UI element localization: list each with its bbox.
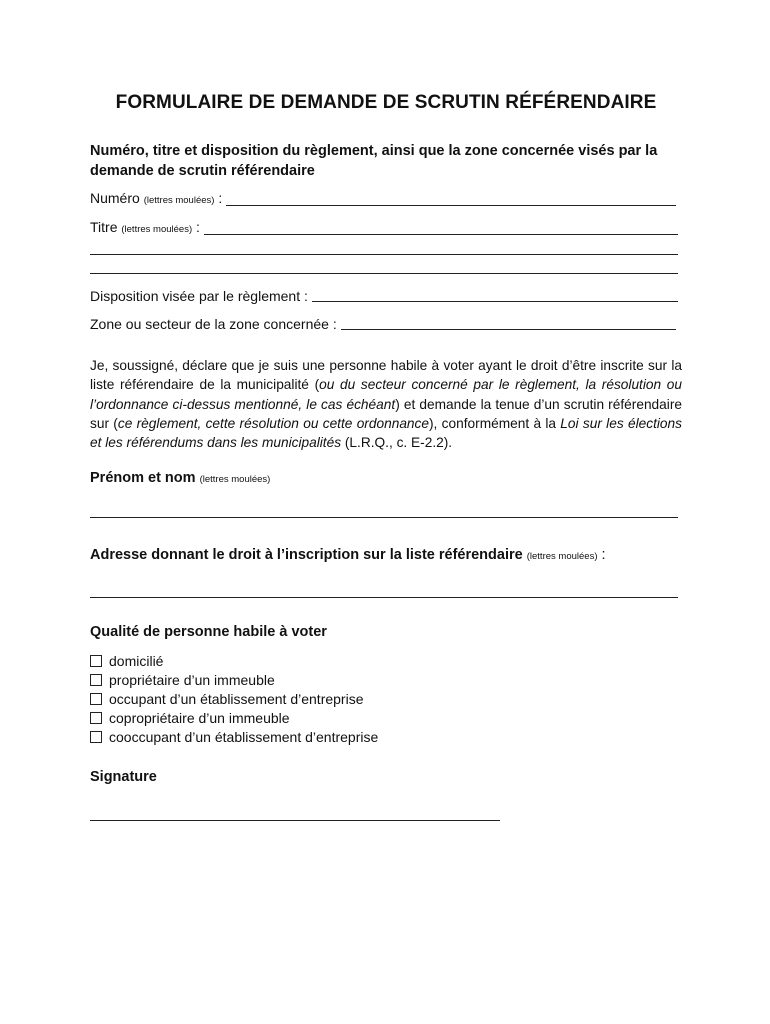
declaration-text-2: ) et demande la tenue d’un scrutin référendaire sur ( <box>90 396 682 431</box>
numero-field[interactable] <box>226 205 676 206</box>
numero-colon: : <box>218 190 223 206</box>
declaration-italic-3: Loi sur les élections et les référendums dans les municipalités <box>90 415 682 451</box>
checkbox[interactable] <box>90 655 102 667</box>
zone-field[interactable] <box>341 329 676 330</box>
qualite-option-occupant[interactable] <box>90 689 378 708</box>
numero-label: Numéro <box>90 190 140 206</box>
checkbox[interactable] <box>90 674 102 686</box>
form-page <box>90 0 682 1024</box>
titre-hint: (lettres moulées) <box>121 224 193 235</box>
qualite-option-domicilie[interactable] <box>90 651 378 670</box>
zone-row <box>90 315 676 334</box>
qualite-option-cooccupant[interactable] <box>90 727 378 746</box>
numero-row <box>90 191 676 210</box>
option-label: occupant d’un établissement d’entreprise <box>109 690 364 707</box>
option-label: copropriétaire d’un immeuble <box>109 709 290 726</box>
titre-field-line-3[interactable] <box>90 273 678 274</box>
titre-field[interactable] <box>204 234 678 235</box>
option-label: cooccupant d’un établissement d’entreprise <box>109 728 379 745</box>
declaration-italic-2: ce règlement, cette résolution ou cette ordonnance <box>117 415 429 431</box>
prenom-nom-hint: (lettres moulées) <box>199 474 271 485</box>
adresse-hint: (lettres moulées) <box>526 551 598 562</box>
titre-field-line-2[interactable] <box>90 254 678 255</box>
disposition-label: Disposition visée par le règlement : <box>90 288 308 304</box>
prenom-nom-label: Prénom et nom <box>90 470 196 486</box>
qualite-option-coproprietaire[interactable] <box>90 708 378 727</box>
checkbox[interactable] <box>90 731 102 743</box>
numero-hint: (lettres moulées) <box>143 195 215 206</box>
titre-row <box>90 220 678 239</box>
option-label: domicilié <box>109 652 164 669</box>
qualite-option-proprietaire[interactable] <box>90 670 378 689</box>
adresse-label: Adresse donnant le droit à l’inscription sur la liste référendaire <box>90 547 523 563</box>
prenom-nom-heading <box>90 468 270 490</box>
section-heading-reglement: Numéro, titre et disposition du règlement, ainsi que la zone concernée visés par la demande de scrutin référendaire <box>90 143 658 179</box>
adresse-colon: : <box>601 547 606 563</box>
adresse-heading <box>90 545 606 567</box>
option-label: propriétaire d’un immeuble <box>109 671 275 688</box>
titre-colon: : <box>196 219 200 235</box>
prenom-nom-field[interactable] <box>90 517 678 518</box>
checkbox[interactable] <box>90 712 102 724</box>
zone-label: Zone ou secteur de la zone concernée : <box>90 316 337 332</box>
declaration-text-3: ), conformément à la <box>429 415 561 431</box>
signature-heading: Signature <box>90 769 157 785</box>
qualite-options <box>90 651 378 746</box>
declaration-text-4: (L.R.Q., c. E-2.2). <box>341 435 453 451</box>
declaration-text-1: Je, soussigné, déclare que je suis une personne habile à voter ayant le droit d’être inscrite sur la liste référendaire de la municipalité ( <box>90 358 682 393</box>
declaration-italic-1: ou du secteur concerné par le règlement, la résolution ou l’ordonnance ci-dessus mentionné, le cas échéant <box>90 377 683 412</box>
checkbox[interactable] <box>90 693 102 705</box>
declaration-paragraph <box>90 356 682 452</box>
disposition-field[interactable] <box>312 301 678 302</box>
adresse-field[interactable] <box>90 597 678 598</box>
titre-label: Titre <box>90 219 118 235</box>
qualite-heading: Qualité de personne habile à voter <box>90 624 327 640</box>
disposition-row <box>90 287 678 306</box>
signature-field[interactable] <box>90 820 500 821</box>
page-title: FORMULAIRE DE DEMANDE DE SCRUTIN RÉFÉRENDAIRE <box>115 92 657 113</box>
